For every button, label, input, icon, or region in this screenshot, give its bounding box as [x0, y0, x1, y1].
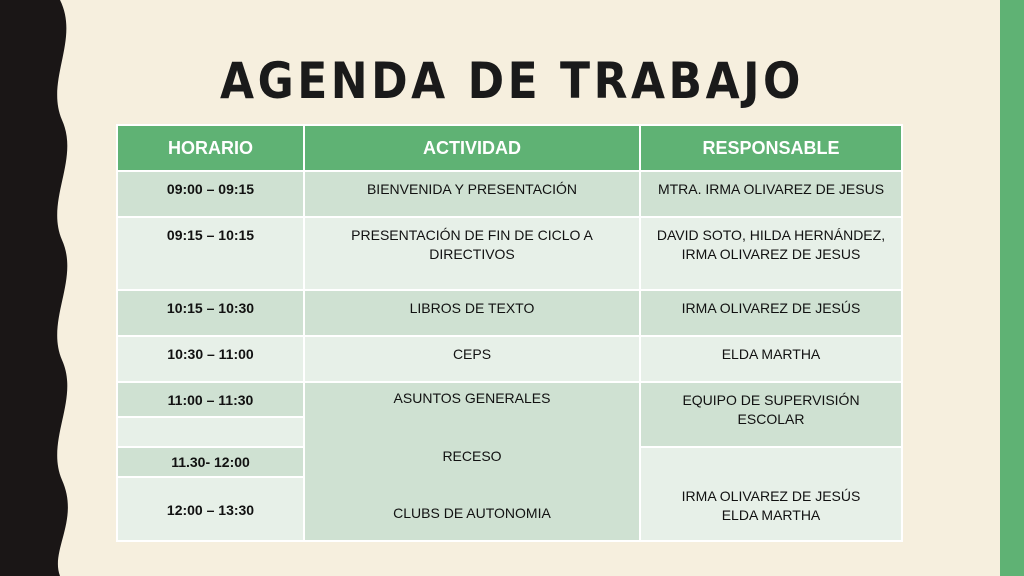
header-responsable: RESPONSABLE [640, 125, 902, 171]
table-row [117, 336, 902, 382]
activity-clubs: CLUBS DE AUTONOMIA [393, 505, 551, 521]
time-cell: 09:15 – 10:15 [117, 217, 304, 290]
activity-cell: CEPS [304, 336, 640, 382]
activity-cell: PRESENTACIÓN DE FIN DE CICLO A DIRECTIVOS [304, 217, 640, 290]
time-cell: 12:00 – 13:30 [117, 477, 304, 541]
activity-receso: RECESO [442, 448, 502, 464]
merged-activity-cell [304, 382, 640, 541]
time-cell-empty [117, 417, 304, 447]
responsible-cell: MTRA. IRMA OLIVAREZ DE JESUS [640, 171, 902, 217]
responsible-cell [640, 447, 902, 541]
table-header-row [117, 125, 902, 171]
time-cell: 11:00 – 11:30 [117, 382, 304, 417]
responsible-cell: IRMA OLIVAREZ DE JESÚS [640, 290, 902, 336]
slide-title: AGENDA DE TRABAJO [219, 52, 804, 110]
activity-cell: LIBROS DE TEXTO [304, 290, 640, 336]
time-cell: 11.30- 12:00 [117, 447, 304, 477]
table-row [117, 382, 902, 417]
table-row [117, 171, 902, 217]
time-cell: 10:15 – 10:30 [117, 290, 304, 336]
accent-side-bar [1000, 0, 1024, 576]
responsible-cell: EQUIPO DE SUPERVISIÓN ESCOLAR [640, 382, 902, 447]
table-row [117, 290, 902, 336]
responsible-cell: ELDA MARTHA [640, 336, 902, 382]
time-cell: 10:30 – 11:00 [117, 336, 304, 382]
responsible-cell: DAVID SOTO, HILDA HERNÁNDEZ, IRMA OLIVAREZ DE JESUS [640, 217, 902, 290]
table-row [117, 217, 902, 290]
header-horario: HORARIO [117, 125, 304, 171]
header-actividad: ACTIVIDAD [304, 125, 640, 171]
responsible-line: IRMA OLIVAREZ DE JESÚS [681, 488, 861, 504]
activity-cell: BIENVENIDA Y PRESENTACIÓN [304, 171, 640, 217]
agenda-table [116, 124, 903, 542]
time-cell: 09:00 – 09:15 [117, 171, 304, 217]
responsible-line: ELDA MARTHA [721, 507, 821, 523]
activity-asuntos: ASUNTOS GENERALES [393, 390, 551, 406]
